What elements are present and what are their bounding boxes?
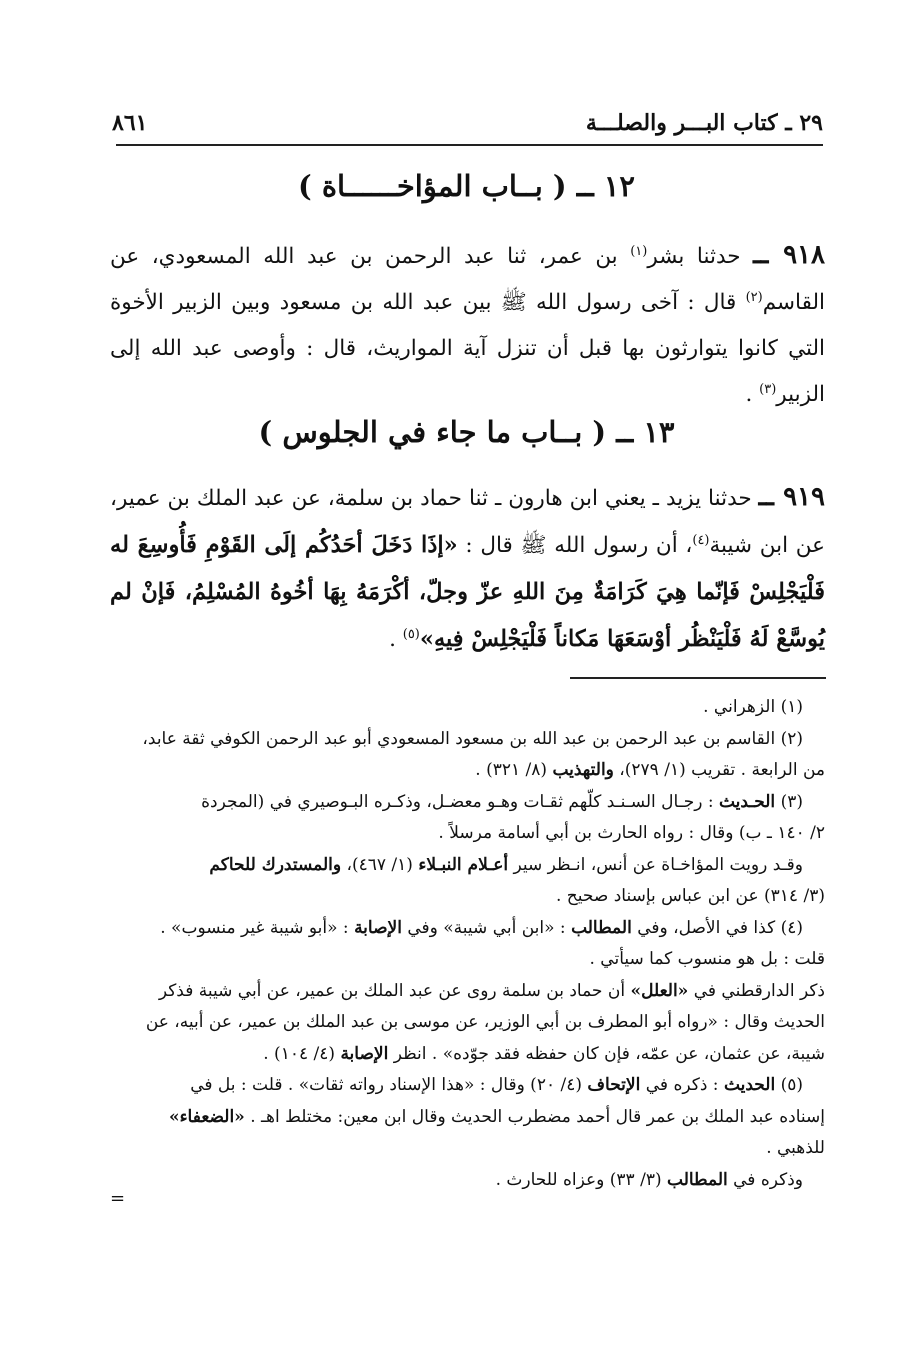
footnote-4-cont: قلت : بل هو منسوب كما سيأتي . [589, 949, 825, 969]
footnote-text: (١/ ٤٦٧)، [341, 854, 419, 875]
footnote-number: (٥) [775, 1075, 803, 1095]
hadith-number: ٩١٩ ــ [758, 482, 825, 512]
footnote-5-note [110, 1165, 825, 1197]
footnote-3-note-cont: (٣/ ٣١٤) عن ابن عباس بإسناد صحيح . [555, 886, 825, 906]
footnote-keyword: الحـديث [718, 791, 776, 812]
footnote-text: (٤) كذا في الأصل، وفي [631, 917, 803, 938]
footnote-3-cont: ٢/ ١٤٠ ـ ب) وقال : رواه الحارث بن أبي أسامة مرسلاً . [438, 823, 825, 843]
footnotes [110, 692, 825, 1196]
footnote-4-note-cont: الحديث وقال : «رواه أبو المطرف بن أبي الوزير، عن موسى بن عبد الملك بن عمير، عن أبيه، عن [145, 1012, 825, 1032]
footnote-3-note [110, 850, 825, 882]
hadith-text: قال : آخى رسول الله ﷺ بين عبد الله بن مسعود وبين الزبير الأخوة التي كانوا يتوارثون بها قبل أن تنزل آية المواريث، قال : وأوصى عبد الله إلى الزبير [110, 290, 825, 407]
footnote-2-cont [110, 755, 825, 787]
header-rule [116, 144, 823, 146]
footnote-1: (١) الزهراني . [703, 697, 803, 717]
footnote-4-note [110, 976, 825, 1008]
running-header [112, 96, 823, 136]
hadith-end: . [389, 627, 403, 652]
footnote-text: (٨/ ٣٢١) . [475, 760, 553, 780]
footnote-keyword: الحديث [723, 1075, 776, 1095]
footnote-source: الإتحاف [587, 1075, 641, 1095]
footnote-4 [110, 913, 825, 945]
chapter-title: ٢٩ ـ كتاب البـــر والصلـــة [585, 110, 823, 136]
footnote-4-note-end [110, 1039, 825, 1071]
footnote-source: والمستدرك للحاكم [209, 854, 342, 875]
footnote-text: (٤/ ٢٠) وقال : «هذا الإسناد رواته ثقات» . قلت : بل في [190, 1075, 588, 1095]
footnote-text: أن حماد بن سلمة روى عن عبد الملك بن عمير، عن أبي شيبة فذكر [158, 980, 631, 1001]
hadith-text: ، أن رسول الله ﷺ قال : [457, 533, 693, 558]
footnote-5 [110, 1070, 825, 1102]
footnote-text: : رجـال السـنـد كلّهم ثقـات وهـو معضـل، وذكـره البـوصيري في (المجردة [201, 791, 719, 812]
footnote-ref: (١) [630, 243, 648, 259]
footnote-source: المطالب [667, 1169, 728, 1190]
hadith-text: حدثنا يزيد ـ يعني ابن هارون ـ ثنا حماد بن سلمة، عن عبد الملك بن عمير، عن ابن شيبة [110, 486, 825, 558]
footnote-source: الإصابة [354, 917, 402, 938]
section-title-12: ١٢ ــ ( بــاب المؤاخــــــاة ) [298, 169, 635, 203]
footnote-2: (٢) القاسم بن عبد الرحمن بن عبد الله بن مسعود المسعودي أبو عبد الرحمن الكوفي ثقة عابد، [142, 728, 803, 749]
footnote-text: : ذكره في [640, 1075, 724, 1095]
footnote-text: : «ابن أبي شيبة» وفي [401, 917, 572, 938]
footnote-source: الإصابة [340, 1043, 389, 1064]
footnote-3 [110, 787, 825, 819]
footnote-5-cont2: للذهبي . [766, 1138, 825, 1158]
footnote-source: «الضعفاء» [168, 1106, 245, 1127]
footnote-text: ذكر الدارقطني في [688, 980, 825, 1001]
footnote-source: أعـلام النبـلاء [418, 854, 509, 875]
hadith-text: بن عمر، ثنا عبد الرحمن بن عبد الله المسعودي، عن القاسم [110, 244, 825, 315]
hadith-text: حدثنا بشر [647, 244, 741, 269]
hadith-919 [110, 474, 825, 663]
footnote-text: إسناده عبد الملك بن عمر قال أحمد مضطرب الحديث وقال ابن معين: مختلط اهـ . [244, 1106, 825, 1127]
page-number: ٨٦١ [112, 110, 148, 136]
section-title-13: ١٣ ــ ( بــاب ما جاء في الجلوس ) [258, 415, 675, 449]
footnote-source: «العلل» [630, 980, 689, 1001]
footnote-text: شيبة، عن عثمان، عن عمّه، فإن كان حفظه فقد جوّده» . انظر [388, 1043, 825, 1064]
footnote-ref: (٥) [402, 626, 420, 642]
footnote-ref: (٤) [692, 532, 710, 548]
footnote-text: من الرابعة . تقريب (١/ ٢٧٩)، [613, 760, 825, 780]
hadith-918 [110, 232, 825, 418]
continuation-mark: = [110, 1188, 126, 1209]
footnote-ref: (٣) [759, 381, 777, 397]
footnote-number: (٣) [775, 791, 803, 812]
prophetic-quote: «إذَا دَخَلَ أحَدُكُم إلَى القَوْمِ فَأُوسِعَ له فَلْيَجْلِسْ فَإنّما هِيَ كَرَامَةٌ مِنَ اللهِ عزّ وجلّ، أكْرَمَهُ بِهَا أخُوهُ المُسْلِمُ، فَإنْ لم يُوسَّعْ لَهُ فَلْيَنْظُر أوْسَعَهَا مَكاناً فَلْيَجْلِسْ فِيهِ» [110, 532, 825, 652]
footnote-5-cont [110, 1102, 825, 1134]
footnote-source: المطالب [571, 917, 632, 938]
footnote-rule [570, 677, 826, 679]
footnote-text: (٣/ ٣٣) وعزاه للحارث . [495, 1169, 667, 1190]
footnote-text: وذكره في [727, 1169, 803, 1190]
footnote-ref: (٢) [745, 289, 763, 305]
footnote-source: والتهذيب [552, 760, 614, 780]
footnote-text: وقـد رويت المؤاخـاة عن أنس، انـظر سير [508, 854, 803, 875]
footnote-text: (٤/ ١٠٤) . [263, 1043, 341, 1064]
hadith-number: ٩١٨ ــ [753, 240, 825, 270]
hadith-end: . [745, 382, 760, 407]
footnote-text: : «أبو شيبة غير منسوب» . [160, 917, 355, 938]
